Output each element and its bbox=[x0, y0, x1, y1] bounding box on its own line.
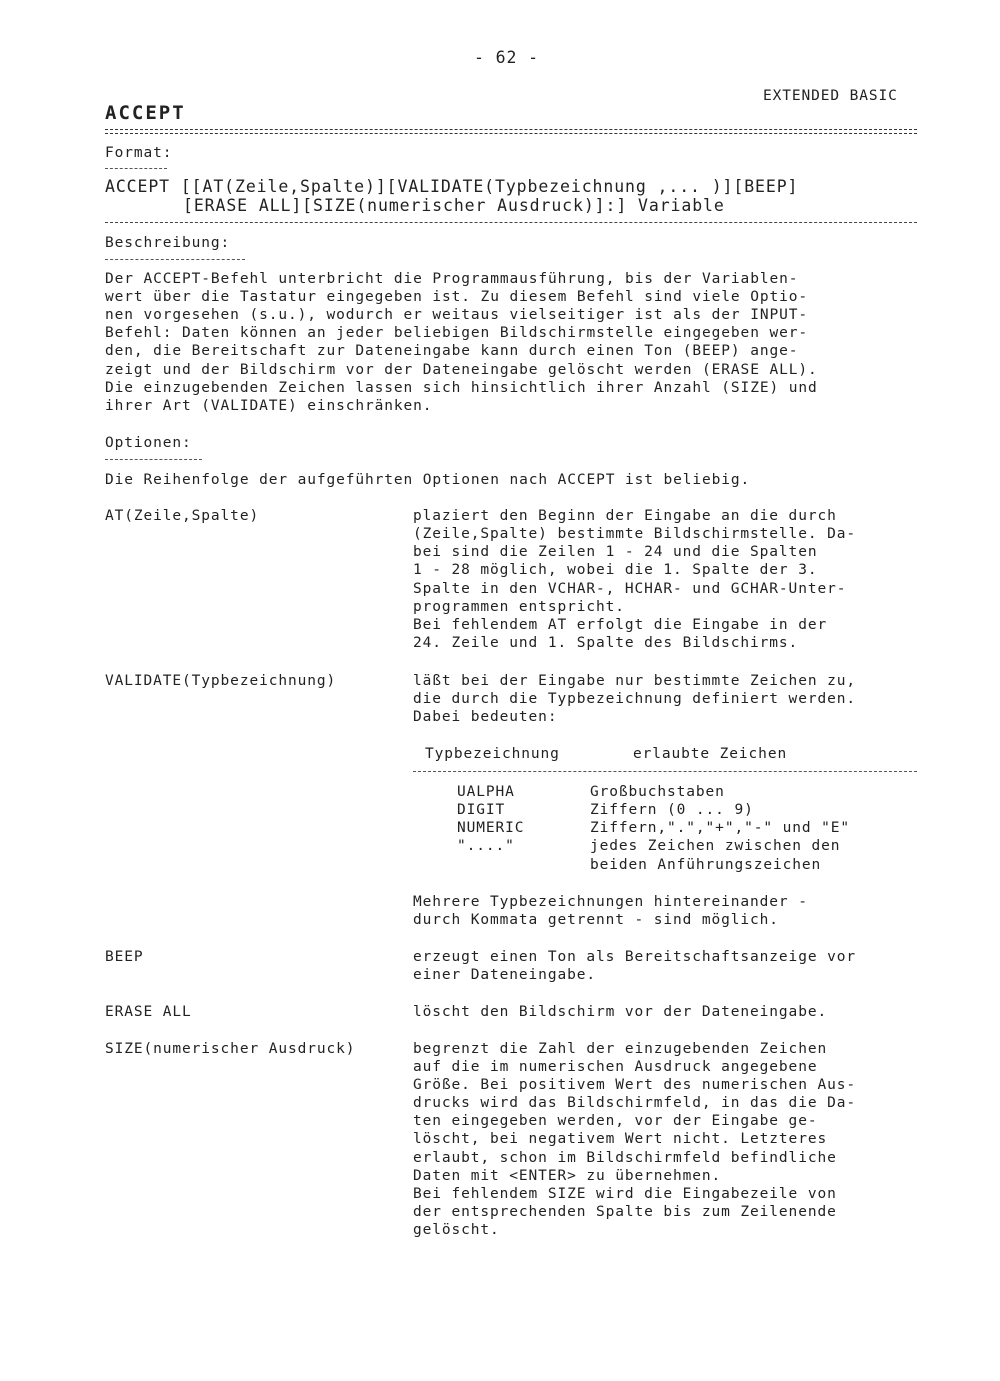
option-line: drucks wird das Bildschirmfeld, in das die Da- bbox=[413, 1095, 856, 1111]
description-line: wert über die Tastatur eingegeben ist. Zu diesem Befehl sind viele Optio- bbox=[105, 289, 808, 305]
format-heading: Format: bbox=[105, 145, 173, 161]
option-line: Dabei bedeuten: bbox=[413, 709, 558, 725]
table-footer-line: Mehrere Typbezeichnungen hintereinander - bbox=[413, 894, 808, 910]
option-text-erase-all: löscht den Bildschirm vor der Dateneingabe. bbox=[413, 1004, 828, 1020]
options-intro: Die Reihenfolge der aufgeführten Optionen nach ACCEPT ist beliebig. bbox=[105, 472, 751, 488]
table-header-rule bbox=[413, 771, 917, 772]
table-header: Typbezeichnung bbox=[425, 746, 560, 762]
description-line: den, die Bereitschaft zur Dateneingabe kann durch einen Ton (BEEP) ange- bbox=[105, 343, 799, 359]
option-line: gelöscht. bbox=[413, 1222, 500, 1238]
header-right: EXTENDED BASIC bbox=[763, 88, 898, 104]
table-cell-type: NUMERIC bbox=[457, 820, 525, 836]
description-heading-underline bbox=[105, 259, 245, 260]
table-cell-chars: Ziffern (0 ... 9) bbox=[590, 802, 754, 818]
format-heading-underline bbox=[105, 168, 167, 169]
title-divider bbox=[105, 129, 917, 134]
option-line: Bei fehlendem AT erfolgt die Eingabe in der bbox=[413, 617, 828, 633]
option-line: löscht, bei negativem Wert nicht. Letzteres bbox=[413, 1131, 828, 1147]
option-line: einer Dateneingabe. bbox=[413, 967, 596, 983]
option-line: Daten mit <ENTER> zu übernehmen. bbox=[413, 1168, 722, 1184]
option-line: (Zeile,Spalte) bestimmte Bildschirmstelle. Da- bbox=[413, 526, 856, 542]
option-line: erlaubt, schon im Bildschirmfeld befindliche bbox=[413, 1150, 837, 1166]
page-title: ACCEPT bbox=[105, 102, 186, 124]
option-line: die durch die Typbezeichnung definiert werden. bbox=[413, 691, 856, 707]
description-line: nen vorgesehen (s.u.), wodurch er weitaus vielseitiger ist als der INPUT- bbox=[105, 307, 808, 323]
option-label-validate: VALIDATE(Typbezeichnung) bbox=[105, 673, 337, 689]
format-line-1: ACCEPT [[AT(Zeile,Spalte)][VALIDATE(Typbezeichnung ,... )][BEEP] bbox=[105, 177, 799, 196]
table-header: erlaubte Zeichen bbox=[633, 746, 788, 762]
description-line: Befehl: Daten können an jeder beliebigen Bildschirmstelle eingegeben wer- bbox=[105, 325, 808, 341]
option-line: Spalte in den VCHAR-, HCHAR- und GCHAR-Unter- bbox=[413, 581, 847, 597]
option-label-erase-all: ERASE ALL bbox=[105, 1004, 192, 1020]
option-line: plaziert den Beginn der Eingabe an die durch bbox=[413, 508, 837, 524]
table-footer-line: durch Kommata getrennt - sind möglich. bbox=[413, 912, 779, 928]
description-line: ihrer Art (VALIDATE) einschränken. bbox=[105, 398, 433, 414]
format-divider bbox=[105, 222, 917, 223]
table-cell-type: "...." bbox=[457, 838, 515, 854]
option-line: Größe. Bei positivem Wert des numerischen Aus- bbox=[413, 1077, 856, 1093]
description-line: Die einzugebenden Zeichen lassen sich hinsichtlich ihrer Anzahl (SIZE) und bbox=[105, 380, 818, 396]
option-line: erzeugt einen Ton als Bereitschaftsanzeige vor bbox=[413, 949, 856, 965]
option-line: begrenzt die Zahl der einzugebenden Zeichen bbox=[413, 1041, 828, 1057]
table-cell-type: DIGIT bbox=[457, 802, 506, 818]
table-cell-chars: jedes Zeichen zwischen den bbox=[590, 838, 841, 854]
page-number: - 62 - bbox=[474, 48, 540, 67]
option-line: bei sind die Zeilen 1 - 24 und die Spalten bbox=[413, 544, 818, 560]
options-heading: Optionen: bbox=[105, 435, 192, 451]
table-cell-chars: Großbuchstaben bbox=[590, 784, 725, 800]
options-heading-underline bbox=[105, 459, 202, 460]
option-label-beep: BEEP bbox=[105, 949, 144, 965]
format-line-2: [ERASE ALL][SIZE(numerischer Ausdruck)]:] Variable bbox=[183, 196, 725, 215]
option-line: läßt bei der Eingabe nur bestimmte Zeichen zu, bbox=[413, 673, 856, 689]
option-label-size: SIZE(numerischer Ausdruck) bbox=[105, 1041, 356, 1057]
option-line: Bei fehlendem SIZE wird die Eingabezeile von bbox=[413, 1186, 837, 1202]
table-cell-chars: beiden Anführungszeichen bbox=[590, 857, 822, 873]
option-line: der entsprechenden Spalte bis zum Zeilenende bbox=[413, 1204, 837, 1220]
option-label-at: AT(Zeile,Spalte) bbox=[105, 508, 260, 524]
description-line: Der ACCEPT-Befehl unterbricht die Programmausführung, bis der Variablen- bbox=[105, 271, 799, 287]
option-line: 1 - 28 möglich, wobei die 1. Spalte der 3. bbox=[413, 562, 818, 578]
option-line: auf die im numerischen Ausdruck angegebene bbox=[413, 1059, 818, 1075]
description-line: zeigt und der Bildschirm vor der Dateneingabe gelöscht werden (ERASE ALL). bbox=[105, 362, 818, 378]
option-line: ten eingegeben werden, vor der Eingabe ge- bbox=[413, 1113, 818, 1129]
option-line: programmen entspricht. bbox=[413, 599, 625, 615]
description-heading: Beschreibung: bbox=[105, 235, 231, 251]
table-cell-chars: Ziffern,".","+","-" und "E" bbox=[590, 820, 851, 836]
table-cell-type: UALPHA bbox=[457, 784, 515, 800]
option-line: 24. Zeile und 1. Spalte des Bildschirms. bbox=[413, 635, 799, 651]
